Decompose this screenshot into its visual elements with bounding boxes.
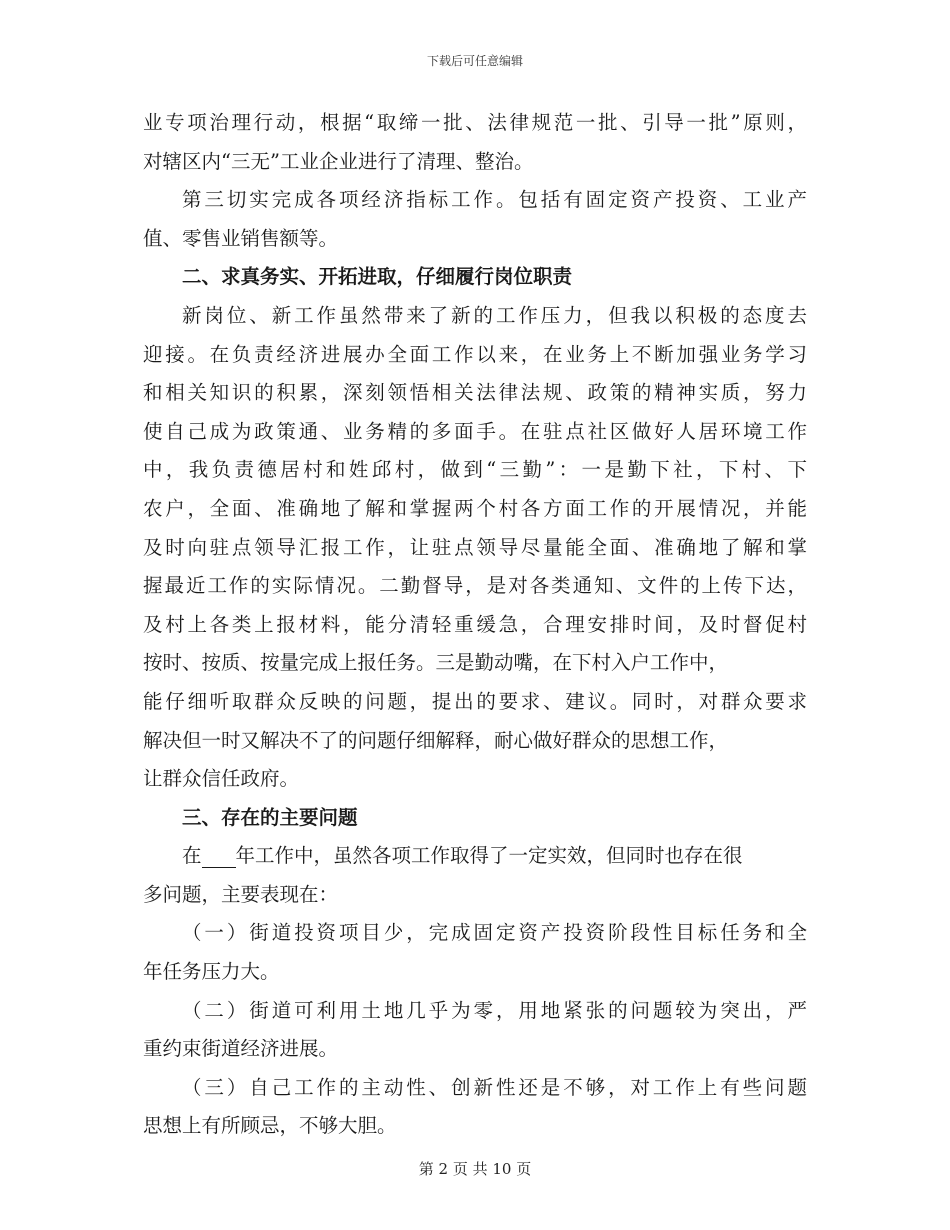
blank-underline <box>202 843 236 868</box>
paragraph-line: 解决但一时又解决不了的问题仔细解释，耐心做好群众的思想工作， <box>143 728 729 752</box>
paragraph-line: 让群众信任政府。 <box>143 767 300 791</box>
paragraph-line: 能仔细听取群众反映的问题，提出的要求、建议。同时，对群众要求 <box>143 689 807 713</box>
page-footer: 第 2 页 共 10 页 <box>418 1160 532 1178</box>
line-text: 年工作中，虽然各项工作取得了一定实效，但同时也存在很 <box>235 844 743 868</box>
paragraph-line: 和相关知识的积累，深刻领悟相关法律法规、政策的精神实质，努力 <box>143 381 807 405</box>
paragraph-line: 业专项治理行动，根据“取缔一批、法律规范一批、引导一批”原则， <box>143 111 807 134</box>
paragraph-line: 第三切实完成各项经济指标工作。包括有固定资产投资、工业产 <box>182 188 807 212</box>
paragraph-line: 中，我负责德居村和姓邱村，做到“三勤”：一是勤下社，下村、下 <box>143 458 807 482</box>
paragraph-line: 重约束街道经济进展。 <box>143 1037 339 1061</box>
paragraph-line: 迎接。在负责经济进展办全面工作以来，在业务上不断加强业务学习 <box>143 342 807 366</box>
paragraph-line: 及时向驻点领导汇报工作，让驻点领导尽量能全面、准确地了解和掌 <box>143 535 807 559</box>
section-heading: 三、存在的主要问题 <box>182 805 358 829</box>
paragraph-line: （二）街道可利用土地几乎为零，用地紧张的问题较为突出，严 <box>182 998 807 1022</box>
paragraph-line: 农户，全面、准确地了解和掌握两个村各方面工作的开展情况，并能 <box>143 496 807 520</box>
paragraph-line: 年任务压力大。 <box>143 960 280 984</box>
section-heading: 二、求真务实、开拓进取，仔细履行岗位职责 <box>182 265 573 289</box>
paragraph-line: 握最近工作的实际情况。二勤督导，是对各类通知、文件的上传下达， <box>143 574 807 598</box>
paragraph-line: 思想上有所顾忌，不够大胆。 <box>143 1114 397 1138</box>
paragraph-line: （三）自己工作的主动性、创新性还是不够，对工作上有些问题 <box>182 1075 807 1099</box>
paragraph-line <box>143 837 807 876</box>
paragraph-line: （一）街道投资项目少，完成固定资产投资阶段性目标任务和全 <box>182 921 807 945</box>
document-body <box>143 104 807 1146</box>
paragraph-line: 使自己成为政策通、业务精的多面手。在驻点社区做好人居环境工作 <box>143 419 807 443</box>
paragraph-line: 及村上各类上报材料，能分清轻重缓急，合理安排时间，及时督促村 <box>143 612 807 636</box>
paragraph-line: 新岗位、新工作虽然带来了新的工作压力，但我以积极的态度去 <box>182 303 807 327</box>
page-header: 下载后可任意编辑 <box>426 54 523 68</box>
line-text: 在 <box>182 844 202 868</box>
paragraph-line: 对辖区内“三无”工业企业进行了清理、整治。 <box>143 149 534 173</box>
paragraph-line: 多问题，主要表现在： <box>143 882 339 906</box>
paragraph-line: 按时、按质、按量完成上报任务。三是勤动嘴，在下村入户工作中， <box>143 651 729 675</box>
paragraph-line: 值、零售业销售额等。 <box>143 226 339 250</box>
